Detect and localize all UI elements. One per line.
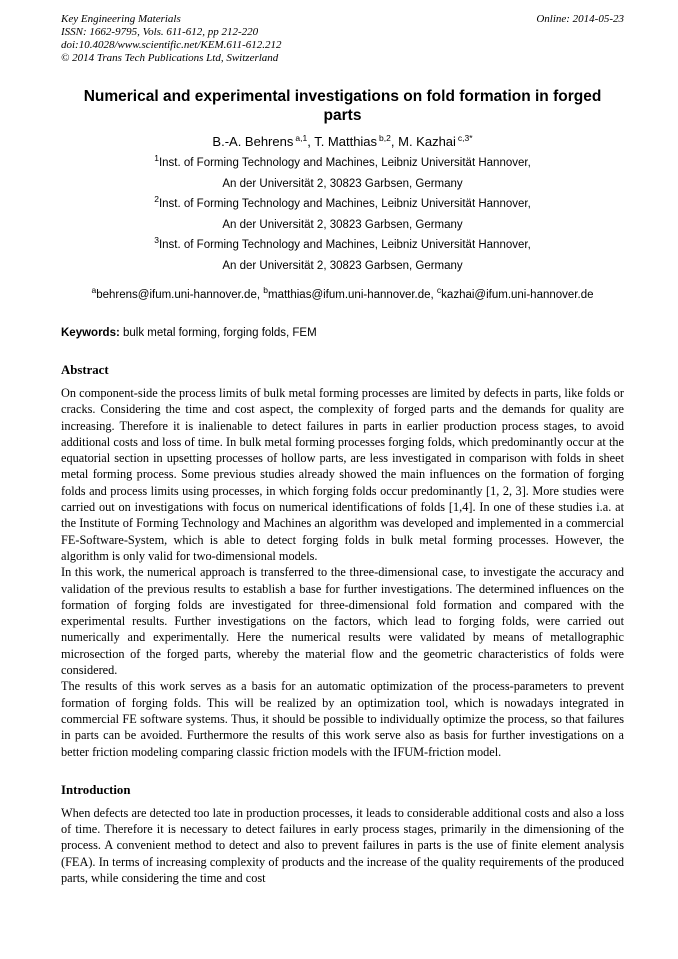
author-name: M. Kazhai xyxy=(398,134,456,149)
email-address: matthias@ifum.uni-hannover.de xyxy=(267,289,431,301)
abstract-paragraph: The results of this work serves as a basis for an automatic optimization of the process-parameters to prevent formation of forging folds. This will be realized by an optimization tool, which is nowadays integrated in commercial FE software systems. Thus, it should be possible to individually optimize the process, so that failures in parts can be avoided. Furthermore the results of this work serve also as basis for further investigations on a better friction modeling comparing classic friction models with the IFUM-friction model. xyxy=(61,679,624,759)
affiliation-address-line: An der Universität 2, 30823 Garbsen, Germany xyxy=(222,218,463,231)
keywords-text: bulk metal forming, forging folds, FEM xyxy=(119,327,317,339)
keywords-label: Keywords: xyxy=(61,327,120,339)
authors-line xyxy=(61,134,624,150)
introduction-paragraph: When defects are detected too late in production processes, it leads to considerable additional costs and also a loss of time. Therefore it is necessary to detect failures in early process stages, primarily in the dimensioning of the process. A convenient method to detect and also to prevent failures in parts is the use of finite element analysis (FEA). In terms of increasing complexity of products and the increase of the quality requirements of the produced parts, while considering the time and cost xyxy=(61,805,624,886)
affiliation-address-line: An der Universität 2, 30823 Garbsen, Germany xyxy=(222,177,463,190)
affiliation-institute-text: Inst. of Forming Technology and Machines, Leibniz Universität Hannover, xyxy=(158,198,531,210)
affiliation-marker: 1 xyxy=(154,153,159,164)
affiliation xyxy=(61,194,624,235)
author-separator: , xyxy=(307,134,315,149)
email-separator: , xyxy=(256,289,264,301)
email-address: kazhai@ifum.uni-hannover.de xyxy=(441,289,594,301)
keywords-line xyxy=(61,326,624,340)
author-affiliation-marker: c,3* xyxy=(457,132,473,143)
affiliation-marker: 2 xyxy=(154,194,159,205)
affiliation-institute-line xyxy=(61,194,624,215)
author-affiliation-marker: b,2 xyxy=(379,132,391,143)
author-affiliation-marker: a,1 xyxy=(295,132,308,143)
journal-header-left xyxy=(61,13,282,65)
abstract-paragraph: On component-side the process limits of bulk metal forming processes are limited by defects in parts, like folds or cracks. Considering the time and cost aspect, the complexity of forged parts and the demands for quality are increasing. Therefore it is inalienable to detect failures in parts in earlier production process stages, to avoid additional costs and loss of time. In bulk metal forming processes forging folds, which predominantly occur at the equatorial section in upsetting processes of hollow parts, are less investigated in comparison with folds in sheet metal forming process. Some previous studies already showed the main influences on the formation of forging folds and process limits using processes, in which forging folds occur predominantly [1, 2, 3]. More studies were carried out on investigations with focus on numerical identifications of folds [1,4]. In one of these studies i.a. at the Institute of Forming Technology and Machines an algorithm was developed and implemented in a commercial FE-Software-System, which is able to detect forging folds in bulk metal forming processes. However, the algorithm is only valid for two-dimensional models. xyxy=(61,386,624,563)
journal-title: Key Engineering Materials xyxy=(61,13,181,25)
affiliation xyxy=(61,235,624,276)
email-separator: , xyxy=(430,289,437,301)
journal-header xyxy=(61,13,624,65)
affiliations-block xyxy=(61,153,624,276)
journal-copyright-line: © 2014 Trans Tech Publications Ltd, Switzerland xyxy=(61,52,279,64)
journal-issn-line: ISSN: 1662-9795, Vols. 611-612, pp 212-220 xyxy=(61,26,259,38)
affiliation-institute-line xyxy=(61,235,624,256)
affiliation-address-line: An der Universität 2, 30823 Garbsen, Germany xyxy=(222,259,463,272)
author-name: T. Matthias xyxy=(314,134,378,149)
affiliation-marker: 3 xyxy=(154,235,159,246)
abstract-paragraph: In this work, the numerical approach is transferred to the three-dimensional case, to investigate the accuracy and validation of the previous results to establish a base for further investigations. The determined influences on the formation of forging folds are investigated for three-dimensional fold formation and compared with the experimental results. Further investigations on the factors, which lead to forging folds, were carried out numerically and experimentally. Here the numerical results were validated by means of metallographic microsection of the forged parts, whereby the material flow and the geometric characteristics of folds were considered. xyxy=(61,565,624,678)
email-address: behrens@ifum.uni-hannover.de xyxy=(96,289,257,301)
online-date: Online: 2014-05-23 xyxy=(536,13,624,25)
email-marker: b xyxy=(263,285,268,296)
abstract-heading: Abstract xyxy=(61,363,109,377)
email-marker: a xyxy=(91,285,97,296)
author-separator: , xyxy=(390,134,399,149)
affiliation-institute-line xyxy=(61,153,624,174)
author-name: B.-A. Behrens xyxy=(212,134,294,149)
journal-doi-line: doi:10.4028/www.scientific.net/KEM.611-612.212 xyxy=(61,39,282,51)
emails-line xyxy=(61,285,624,302)
introduction-section xyxy=(61,783,624,886)
abstract-section xyxy=(61,363,624,760)
email-marker: c xyxy=(436,285,442,296)
paper-title: Numerical and experimental investigations on fold formation in forged parts xyxy=(83,88,602,124)
introduction-heading: Introduction xyxy=(61,782,131,797)
affiliation xyxy=(61,153,624,194)
affiliation-institute-text: Inst. of Forming Technology and Machines, Leibniz Universität Hannover, xyxy=(158,239,531,251)
affiliation-institute-text: Inst. of Forming Technology and Machines, Leibniz Universität Hannover, xyxy=(158,157,531,169)
